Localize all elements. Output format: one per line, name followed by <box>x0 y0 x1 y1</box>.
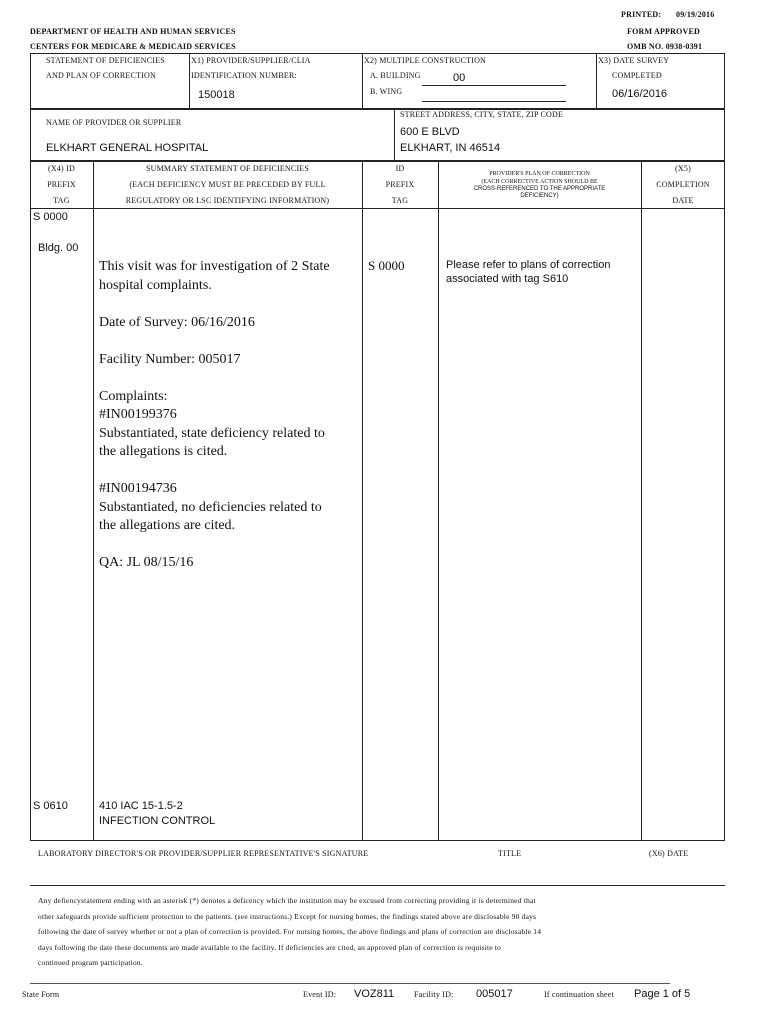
facility-id-label: Facility ID: <box>414 990 454 999</box>
x2-label: X2) MULTIPLE CONSTRUCTION <box>364 56 487 65</box>
id-prefix-label: PREFIX <box>385 180 415 189</box>
complaint-2-line-2: the allegations are cited. <box>99 518 236 533</box>
x1-id-label: IDENTIFICATION NUMBER: <box>191 71 297 80</box>
form-approved: FORM APPROVED <box>627 27 701 36</box>
continuation-label: If continuation sheet <box>544 990 614 999</box>
complaints-label: Complaints: <box>99 388 168 404</box>
completion-label: COMPLETION <box>656 180 710 189</box>
state-form-label: State Form <box>22 990 60 999</box>
regulation-code: 410 IAC 15-1.5-2 <box>99 800 183 812</box>
date-label: DATE <box>672 196 694 205</box>
visit-line-2: hospital complaints. <box>99 277 212 293</box>
x3-label: X3) DATE SURVEY <box>598 56 670 65</box>
survey-completed-date: 06/16/2016 <box>612 88 668 100</box>
building-note: Bldg. 00 <box>38 242 79 254</box>
event-id-label: Event ID: <box>303 990 337 999</box>
page-number: Page 1 of 5 <box>634 988 691 1000</box>
x4-tag-label: TAG <box>53 196 70 205</box>
department-name: DEPARTMENT OF HEALTH AND HUMAN SERVICES <box>30 27 236 36</box>
facility-number: Facility Number: 005017 <box>99 351 241 367</box>
id-tag-s0000: S 0000 <box>368 258 405 273</box>
omb-number: OMB NO. 0938-0391 <box>627 42 703 51</box>
complaint-1-id: #IN00199376 <box>99 407 177 422</box>
poc-subheader-1: (EACH CORRECTIVE ACTION SHOULD BE <box>481 179 598 185</box>
poc-header: PROVIDER'S PLAN OF CORRECTION <box>489 171 590 177</box>
printed-date: 09/19/2016 <box>676 10 715 19</box>
wing-label: B. WING <box>370 87 403 96</box>
disclaimer-line-2: other safeguards provide sufficient protection to the patients. (see instructions.) Except for nursing homes, the findings stated above are disclosable 90 days <box>38 911 537 921</box>
prefix-tag-s0610: S 0610 <box>33 800 68 812</box>
event-id-value: VOZ811 <box>354 988 395 1000</box>
signature-label: LABORATORY DIRECTOR'S OR PROVIDER/SUPPLIER REPRESENTATIVE'S SIGNATURE <box>38 849 369 858</box>
x1-label: X1) PROVIDER/SUPPLIER/CLIA <box>191 56 311 65</box>
id-label: ID <box>395 164 405 173</box>
x4-prefix-label: PREFIX <box>47 180 76 189</box>
building-value: 00 <box>453 72 466 84</box>
x5-label: (X5) <box>675 164 691 173</box>
provider-name-label: NAME OF PROVIDER OR SUPPLIER <box>46 118 182 127</box>
disclaimer-line-3: following the date of survey whether or not a plan of correction is provided. For nursing homes, the above findings and plans of correction are disclosable 14 <box>38 927 542 936</box>
poc-subheader-2: CROSS-REFERENCED TO THE APPROPRIATE <box>473 186 606 192</box>
address-city: ELKHART, IN 46514 <box>400 142 501 154</box>
facility-id-value: 005017 <box>476 988 513 1000</box>
address-label: STREET ADDRESS, CITY, STATE, ZIP CODE <box>400 110 564 119</box>
printed-label: PRINTED: <box>621 10 662 19</box>
summary-statement <box>99 258 359 573</box>
disclaimer <box>38 893 718 971</box>
completed-label: COMPLETED <box>612 71 662 80</box>
poc-line-2: associated with tag S610 <box>446 273 569 285</box>
summary-subheader-1: (EACH DEFICIENCY MUST BE PRECEDED BY FULL <box>129 180 326 189</box>
prefix-tag-s0000: S 0000 <box>33 211 68 223</box>
building-label: A. BUILDING <box>370 71 421 80</box>
complaint-2-line-1: Substantiated, no deficiencies related to <box>99 499 322 515</box>
plan-of-correction <box>446 258 636 286</box>
disclaimer-line-1: Any defiencystatement ending with an asterisk (*) denotes a deficency which the institution may be excused from correcting providing it is determined that <box>38 896 536 905</box>
visit-line-1: This visit was for investigation of 2 State <box>99 259 330 274</box>
disclaimer-line-4: days following the date these documents are made available to the facility. If deficiencies are cited, an approved plan of correction is requisite to <box>38 942 502 952</box>
complaint-1-line-2: the allegations is cited. <box>99 444 228 459</box>
address-street: 600 E BLVD <box>400 126 460 138</box>
title-label: TITLE <box>498 849 522 858</box>
cms-name: CENTERS FOR MEDICARE & MEDICAID SERVICES <box>30 42 236 51</box>
qa-note: QA: JL 08/15/16 <box>99 555 194 570</box>
summary-subheader-2: REGULATORY OR LSC IDENTIFYING INFORMATION) <box>125 196 330 205</box>
x6-date-label: (X6) DATE <box>649 849 689 858</box>
date-of-survey: Date of Survey: 06/16/2016 <box>99 314 255 330</box>
provider-name-value: ELKHART GENERAL HOSPITAL <box>46 142 209 154</box>
complaint-1-line-1: Substantiated, state deficiency related to <box>99 425 325 441</box>
disclaimer-line-5: continued program participation. <box>38 958 143 967</box>
provider-id-value: 150018 <box>198 89 235 101</box>
plan-of-correction-label: AND PLAN OF CORRECTION <box>46 71 156 80</box>
poc-line-1: Please refer to plans of correction <box>446 259 611 271</box>
id-tag-label: TAG <box>391 196 409 205</box>
x4-id-label: (X4) ID <box>48 164 75 173</box>
complaint-2-id: #IN00194736 <box>99 481 177 496</box>
regulation-title: INFECTION CONTROL <box>99 815 216 827</box>
statement-label: STATEMENT OF DEFICIENCIES <box>46 56 165 65</box>
summary-header: SUMMARY STATEMENT OF DEFICIENCIES <box>145 164 310 173</box>
poc-subheader-3: DEFICIENCY) <box>520 193 559 199</box>
